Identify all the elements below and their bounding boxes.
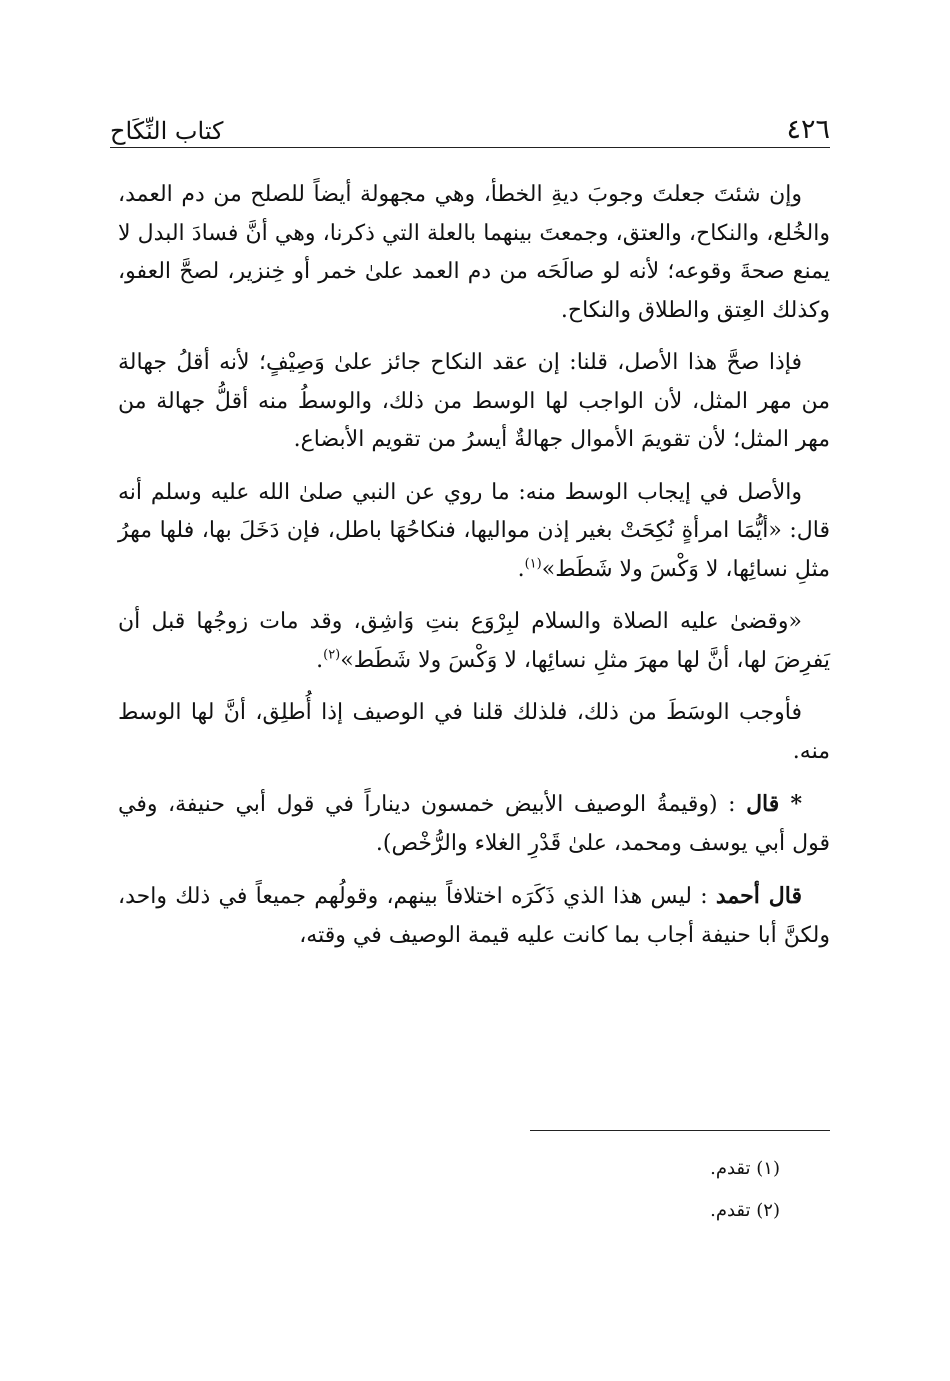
paragraph-6 [118, 785, 830, 863]
footnote-separator [530, 1130, 830, 1131]
paragraph-3: والأصل في إيجاب الوسط منه: ما روي عن النبي صلىٰ الله عليه وسلم أنه قال: «أيُّمَا امرأةٍ نُكِحَتْ بغير إذن مواليها، فنكاحُهَا باطل، فإن دَخَلَ بها، فلها مهرُ مثلِ نسائِها، لا وَكْسَ ولا شَطَط»$^{(١)}$. [118, 479, 830, 582]
footnote-ref-1: (١) [524, 556, 542, 572]
main-text [118, 176, 830, 969]
footnote-ref-2: (٢) [323, 647, 341, 663]
matn-text: : (وقيمةُ الوصيف الأبيض خمسون ديناراً في قول أبي حنيفة، وفي قول أبي يوسف ومحمد، علىٰ قَدْرِ الغلاء والرُّخْص). [118, 792, 830, 856]
running-title: كتاب النِّكَاح [110, 117, 224, 145]
commentary-text: : ليس هذا الذي ذَكَرَه اختلافاً بينهم، وقولُهم جميعاً في ذلك واحد، ولكنَّ أبا حنيفة أجاب بما كانت عليه قيمة الوصيف في وقته، [118, 884, 830, 948]
paragraph-2: فإذا صحَّ هذا الأصل، قلنا: إن عقد النكاح جائز علىٰ وَصِيْفٍ؛ لأنه أقلُ جهالة من مهر المثل، لأن الواجب لها الوسط من ذلك، والوسطُ منه أقلُّ جهالة من مهر المثل؛ لأن تقويمَ الأموال جهالةٌ أيسرُ من تقويم الأبضاع. [118, 350, 830, 452]
paragraph-5: فأوجب الوسَطَ من ذلك، فلذلك قلنا في الوصيف إذا أُطلِق، أنَّ لها الوسط منه. [118, 700, 830, 764]
footnote-1: (١) تقدم. [710, 1158, 780, 1179]
hadith-quote-1: والأصل في إيجاب الوسط منه: ما روي عن النبي صلىٰ الله عليه وسلم أنه قال: «أيُّمَا امرأةٍ نُكِحَتْ بغير إذن مواليها، فنكاحُهَا باطل، فإن دَخَلَ بها، فلها مهرُ مثلِ نسائِها، لا وَكْسَ ولا شَطَط» [118, 479, 830, 582]
footnote-2: (٢) تقدم. [710, 1200, 780, 1221]
hadith-quote-2: «وقضىٰ عليه الصلاة والسلام لبِرْوَع بنتِ وَاشِق، وقد مات زوجُها قبل أن يَفرِضَ لها، أنَّ لها مهرَ مثلِ نسائِها، لا وَكْسَ ولا شَطَط» [118, 609, 830, 673]
paragraph-4: «وقضىٰ عليه الصلاة والسلام لبِرْوَع بنتِ وَاشِق، وقد مات زوجُها قبل أن يَفرِضَ لها، أنَّ لها مهرَ مثلِ نسائِها، لا وَكْسَ ولا شَطَط»$^{(٢)}$. [118, 609, 830, 673]
paragraph-1: وإن شئتَ جعلتَ وجوبَ ديةِ الخطأ، وهي مجهولة أيضاً للصلح من دم العمد، والخُلع، والنكاح، والعتق، وجمعتَ بينهما بالعلة التي ذكرنا، وهي أنَّ فسادَ البدل لا يمنع صحةَ وقوعه؛ لأنه لو صالَحَه من دم العمد علىٰ خمر أو خِنزير، لصحَّ العفو، وكذلك العِتق والطلاق والنكاح. [118, 182, 830, 323]
matn-lead: * قال [746, 791, 802, 817]
page-header [110, 106, 830, 148]
page-number: ٤٢٦ [786, 114, 830, 145]
paragraph-7 [118, 877, 830, 955]
commentary-lead: قال أحمد [715, 883, 802, 909]
footnotes [530, 1148, 830, 1232]
